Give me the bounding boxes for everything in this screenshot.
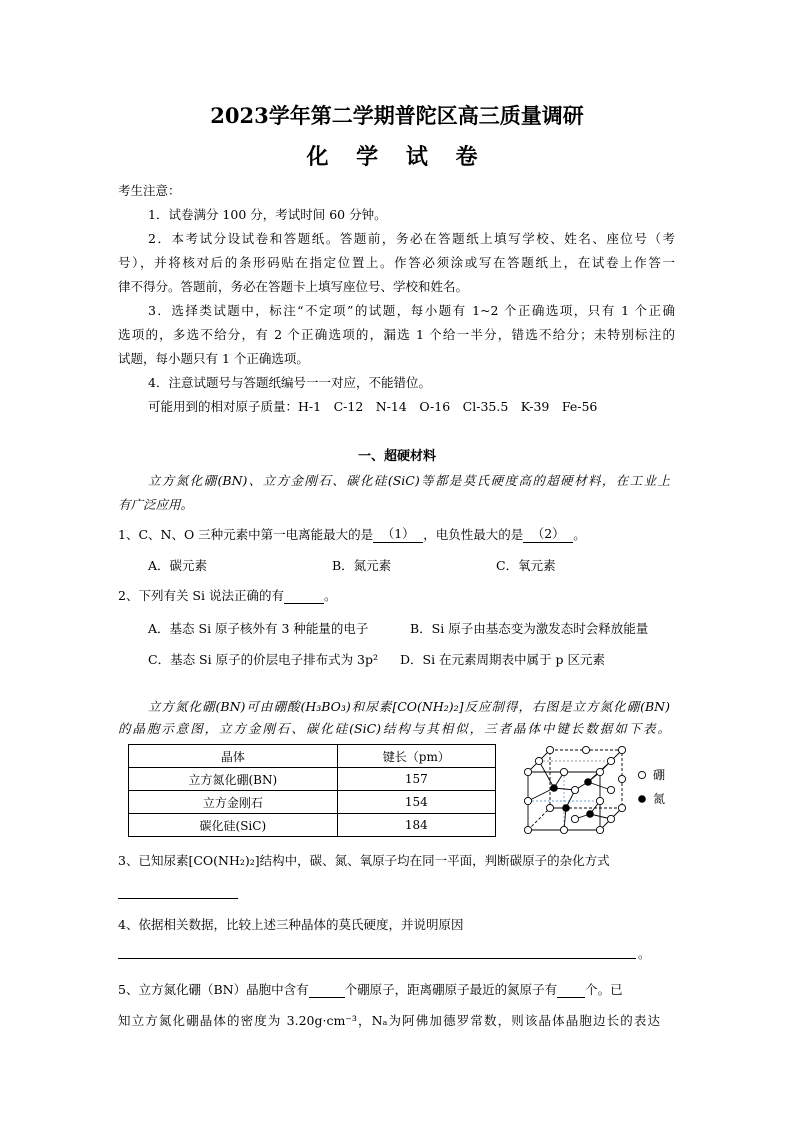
section-heading: 一、超硬材料 xyxy=(357,449,436,464)
q1-prefix: 1、C、N、O 三种元素中第一电离能最大的是 xyxy=(118,527,374,542)
table-cell-crystal: 立方氮化硼(BN) xyxy=(129,768,338,791)
table-cell-value: 157 xyxy=(337,768,495,791)
notice-item-2-line-2: 号），并将核对后的条形码贴在指定位置上。作答必须涂或写在答题纸上，在试卷上作答一 xyxy=(118,255,675,270)
bn-unit-cell-diagram xyxy=(520,742,680,842)
legend-nitrogen-icon xyxy=(638,795,646,803)
q5-text-c: 个。已 xyxy=(585,982,623,997)
q2-option-b[interactable]: B．Si 原子由基态变为激发态时会释放能量 xyxy=(410,621,649,636)
q1-blank-1[interactable]: （1） xyxy=(373,526,423,543)
q2-option-c[interactable]: C．基态 Si 原子的价层电子排布式为 3p² xyxy=(148,652,379,667)
table-cell-crystal: 立方金刚石 xyxy=(129,791,338,814)
table-row xyxy=(129,768,496,791)
question-2 xyxy=(118,588,336,604)
atomic-masses: 可能用到的相对原子质量：H-1 C-12 N-14 O-16 Cl-35.5 K-39 Fe-56 xyxy=(148,399,598,414)
para2-line-2: 的晶胞示意图，立方金刚石、碳化硅(SiC)结构与其相似，三者晶体中键长数据如下表。 xyxy=(118,721,670,736)
question-1 xyxy=(118,526,586,543)
q1-blank-2[interactable]: （2） xyxy=(523,526,573,543)
exam-subtitle: 化 学 试 卷 xyxy=(306,144,488,170)
q2-blank[interactable] xyxy=(284,603,324,604)
legend-nitrogen-label: 氮 xyxy=(653,792,666,806)
q5-text-b: 个硼原子，距离硼原子最近的氮原子有 xyxy=(344,982,558,997)
q5-blank-1[interactable] xyxy=(309,997,345,998)
notice-item-3-line-1: 3．选择类试题中，标注“不定项”的试题，每小题有 1~2 个正确选项，只有 1 个正确 xyxy=(148,303,675,318)
notice-item-2-line-3: 律不得分。答题前，务必在答题卡上填写座位号、学校和姓名。 xyxy=(118,279,469,294)
question-4: 4、依据相关数据，比较上述三种晶体的莫氏硬度，并说明原因 xyxy=(118,917,464,932)
q4-answer-line[interactable] xyxy=(118,958,636,959)
question-3: 3、已知尿素[CO(NH₂)₂]结构中，碳、氮、氧原子均在同一平面，判断碳原子的杂化方式 xyxy=(118,853,610,868)
question-5-line-1 xyxy=(118,982,623,998)
para2-line-1: 立方氮化硼(BN)可由硼酸(H₃BO₃)和尿素[CO(NH₂)₂]反应制得，右图是立方氮化硼(BN) xyxy=(148,699,670,714)
notice-heading: 考生注意： xyxy=(118,183,181,198)
table-header-row xyxy=(129,745,496,768)
notice-item-2-line-1: 2．本考试分设试卷和答题纸。答题前，务必在答题纸上填写学校、姓名、座位号（考 xyxy=(148,231,675,246)
q1-mid: ，电负性最大的是 xyxy=(423,527,524,542)
exam-title: 2023学年第二学期普陀区高三质量调研 xyxy=(210,103,584,128)
q1-option-a[interactable]: A．碳元素 xyxy=(148,558,208,573)
notice-item-3-line-3: 试题，每小题只有 1 个正确选项。 xyxy=(118,351,309,366)
legend-boron-label: 硼 xyxy=(653,768,666,782)
question-5-line-2: 知立方氮化硼晶体的密度为 3.20g·cm⁻³，Nₐ为阿佛加德罗常数，则该晶体晶胞边长的表达 xyxy=(118,1013,660,1028)
table-row xyxy=(129,791,496,814)
q1-end: 。 xyxy=(573,527,586,542)
q2-text: 2、下列有关 Si 说法正确的有 xyxy=(118,588,284,603)
q2-option-a[interactable]: A．基态 Si 原子核外有 3 种能量的电子 xyxy=(148,621,369,636)
q2-option-d[interactable]: D．Si 在元素周期表中属于 p 区元素 xyxy=(400,652,606,667)
notice-item-1: 1．试卷满分 100 分，考试时间 60 分钟。 xyxy=(148,207,387,222)
q5-text-a: 5、立方氮化硼（BN）晶胞中含有 xyxy=(118,982,309,997)
table-cell-value: 154 xyxy=(337,791,495,814)
q5-blank-2[interactable] xyxy=(557,997,585,998)
q1-option-c[interactable]: C．氧元素 xyxy=(496,558,556,573)
q3-answer-line[interactable] xyxy=(118,898,238,899)
boron-atoms xyxy=(524,746,625,833)
table-row xyxy=(129,814,496,837)
q1-option-b[interactable]: B．氮元素 xyxy=(332,558,392,573)
table-header-bond-length: 键长（pm） xyxy=(337,745,495,768)
notice-item-4: 4．注意试题号与答题纸编号一一对应，不能错位。 xyxy=(148,375,431,390)
table-cell-crystal: 碳化硅(SiC) xyxy=(129,814,338,837)
table-header-crystal: 晶体 xyxy=(129,745,338,768)
legend-boron-icon xyxy=(638,771,645,778)
section-intro-line-1: 立方氮化硼(BN)、立方金刚石、碳化硅(SiC)等都是莫氏硬度高的超硬材料，在工业上 xyxy=(148,473,670,488)
bond-length-table xyxy=(128,744,496,837)
table-cell-value: 184 xyxy=(337,814,495,837)
q2-end: 。 xyxy=(323,588,337,603)
section-intro-line-2: 有广泛应用。 xyxy=(118,497,194,512)
notice-item-3-line-2: 选项的，多选不给分，有 2 个正确选项的，漏选 1 个给一半分，错选不给分；未特别标注的 xyxy=(118,327,675,342)
q4-end: 。 xyxy=(638,946,651,961)
